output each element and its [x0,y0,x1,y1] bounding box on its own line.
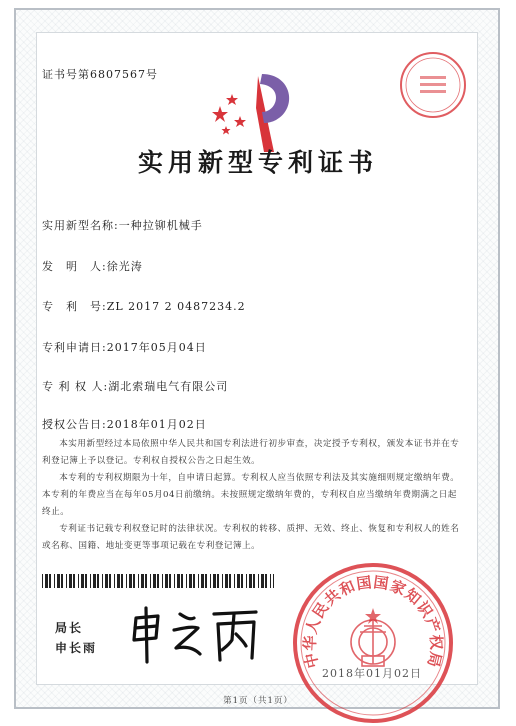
field-grant-date [42,416,207,432]
field-value: ZL 2017 2 0487234.2 [106,300,246,313]
page-number: 第1页（共1页） [223,696,293,706]
field-value: 湖北索瑞电气有限公司 [108,380,229,393]
field-label: 发 明 人: [42,260,107,273]
field-label: 实用新型名称: [42,219,119,232]
body-paragraph-legal-status: 专利证书记载专利权登记时的法律状况。专利权的转移、质押、无效、终止、恢复和专利权人的姓名或名称、国籍、地址变更等事项记载在专利登记簿上。 [42,524,460,551]
field-label: 专 利 权 人: [42,380,109,393]
certificate-number: 证书号第6807567号 [42,68,158,81]
field-inventor [42,258,143,274]
body-paragraph-term: 本专利的专利权期限为十年，自申请日起算。专利权人应当依照专利法及其实施细则规定缴纳年费。本专利的年费应当在每年05月04日前缴纳。未按照规定缴纳年费的，专利权自应当缴纳年费期满之日起终止。 [42,473,460,517]
field-patentee [42,378,228,394]
field-value: 徐光涛 [106,260,143,273]
field-patent-number [42,298,246,314]
field-value: 2018年01月02日 [106,418,207,431]
certificate-title: 实用新型专利证书 [137,148,378,177]
field-value: 2017年05月04日 [106,341,207,354]
seal-text: 中华人民共和国国家知识产权局 [300,573,446,670]
field-label: 专利申请日: [42,341,107,354]
field-utility-model-name [42,217,203,233]
signatory-name: 申长雨 [55,641,98,655]
seal-date: 2018年01月02日 [322,667,422,680]
agency-seal [398,50,468,120]
handwritten-signature [128,604,264,666]
field-value: 一种拉铆机械手 [118,219,203,232]
field-filing-date [42,339,207,355]
barcode [42,574,274,588]
field-label: 专 利 号: [42,300,107,313]
body-paragraph-grant: 本实用新型经过本局依照中华人民共和国专利法进行初步审查，决定授予专利权，颁发本证书并在专利登记簿上予以登记。专利权自授权公告之日起生效。 [42,439,460,466]
signatory-title: 局长 [55,621,84,635]
patent-office-logo [200,68,300,154]
field-label: 授权公告日: [42,418,107,431]
